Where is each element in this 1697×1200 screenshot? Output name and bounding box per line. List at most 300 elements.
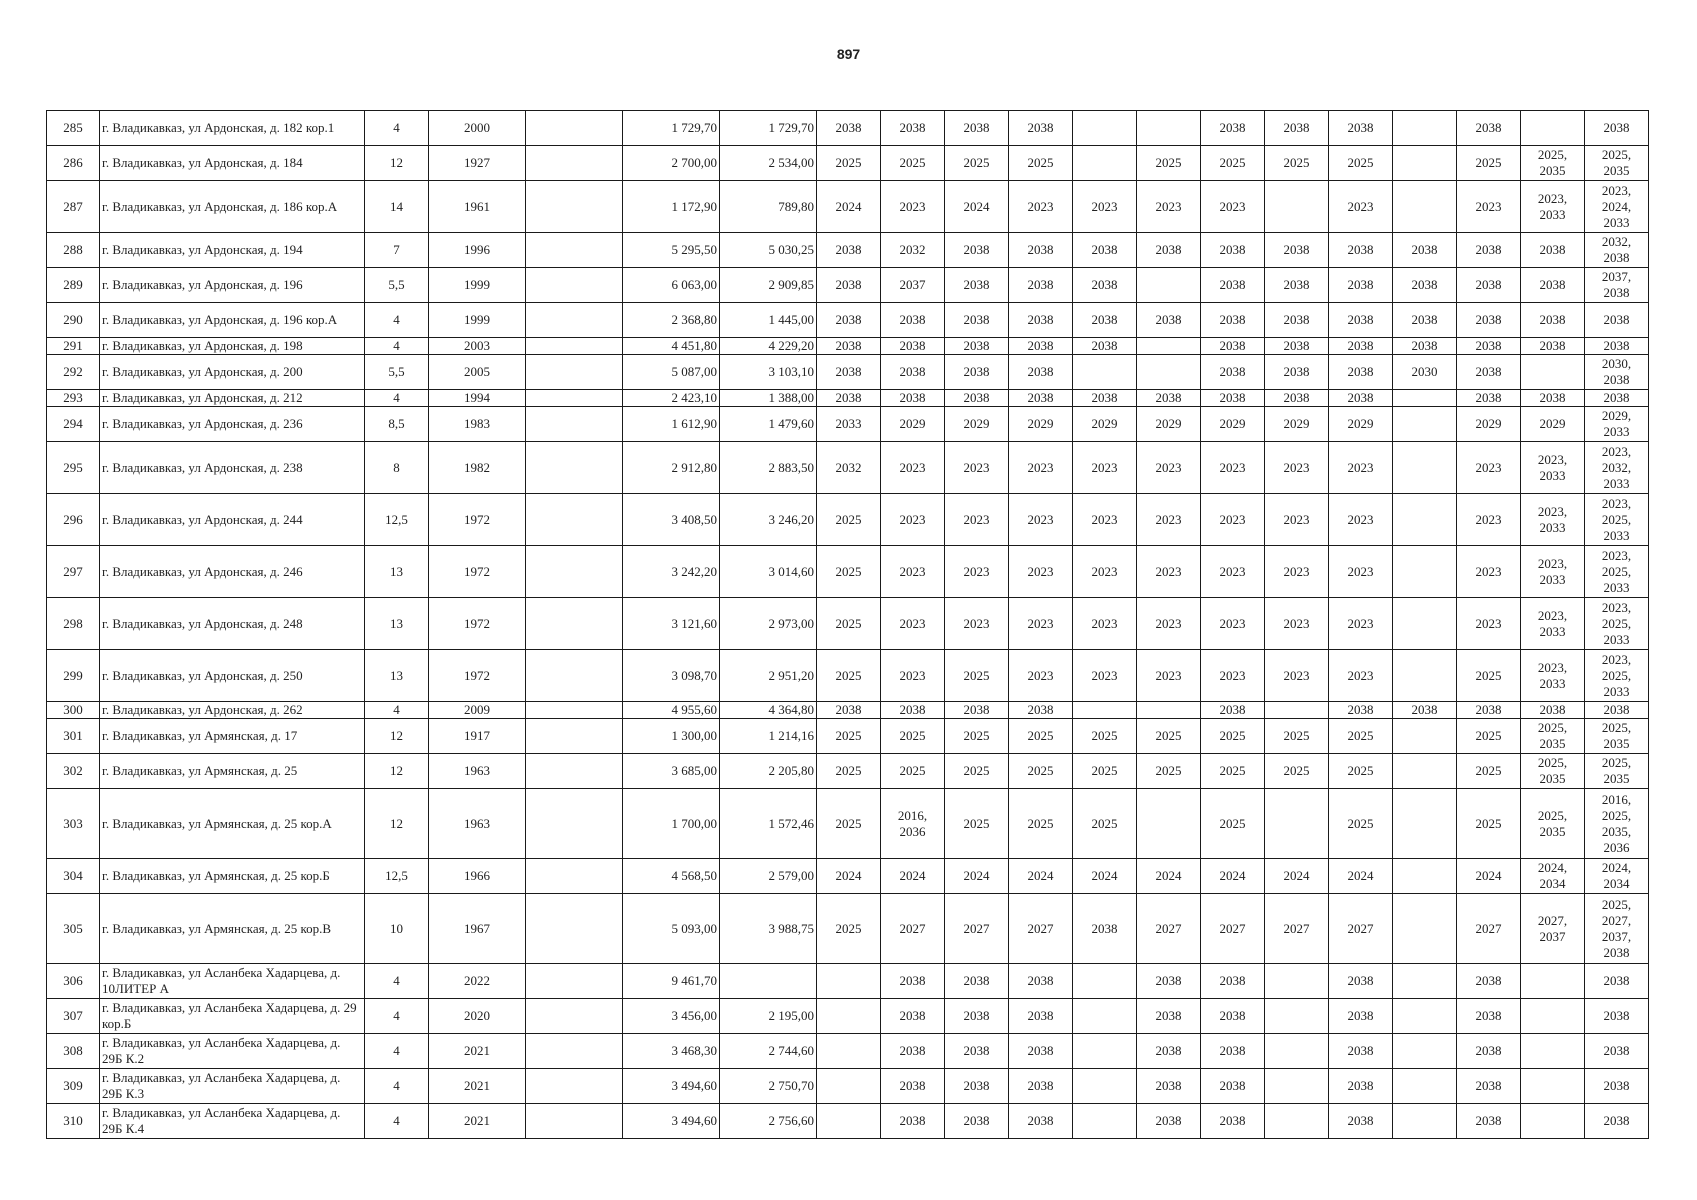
cell-address: г. Владикавказ, ул Ардонская, д. 250 xyxy=(100,650,365,702)
cell-year-c20: 2038 xyxy=(1585,1104,1649,1139)
cell-row-number: 308 xyxy=(47,1034,100,1069)
cell-col-empty xyxy=(526,754,623,789)
cell-living-area: 1 572,46 xyxy=(720,789,817,859)
cell-address: г. Владикавказ, ул Асланбека Хадарцева, д. 10ЛИТЕР А xyxy=(100,964,365,999)
cell-year-c15: 2023 xyxy=(1265,546,1329,598)
cell-row-number: 303 xyxy=(47,789,100,859)
cell-year-c17 xyxy=(1393,494,1457,546)
cell-year-c16: 2025 xyxy=(1329,146,1393,181)
cell-year-c16: 2038 xyxy=(1329,964,1393,999)
cell-year-c20: 2023, 2025, 2033 xyxy=(1585,494,1649,546)
cell-year-c9: 2038 xyxy=(881,999,945,1034)
table-row xyxy=(47,268,1649,303)
cell-year-c10: 2024 xyxy=(945,859,1009,894)
cell-year-c14: 2038 xyxy=(1201,268,1265,303)
table-row xyxy=(47,181,1649,233)
cell-year-c18: 2038 xyxy=(1457,390,1521,407)
cell-year-c20: 2037, 2038 xyxy=(1585,268,1649,303)
cell-row-number: 309 xyxy=(47,1069,100,1104)
cell-floors: 4 xyxy=(365,702,429,719)
cell-row-number: 301 xyxy=(47,719,100,754)
cell-year-c11: 2038 xyxy=(1009,702,1073,719)
cell-floors: 4 xyxy=(365,999,429,1034)
cell-year-c8: 2038 xyxy=(817,702,881,719)
table-row xyxy=(47,894,1649,964)
cell-address: г. Владикавказ, ул Ардонская, д. 238 xyxy=(100,442,365,494)
cell-year-c17 xyxy=(1393,1104,1457,1139)
cell-year-c8: 2038 xyxy=(817,233,881,268)
cell-year-c20: 2023, 2025, 2033 xyxy=(1585,598,1649,650)
cell-address: г. Владикавказ, ул Ардонская, д. 186 кор.А xyxy=(100,181,365,233)
cell-year-c12 xyxy=(1073,1034,1137,1069)
cell-year-c13: 2025 xyxy=(1137,754,1201,789)
cell-year-c16: 2038 xyxy=(1329,702,1393,719)
cell-year-c16: 2038 xyxy=(1329,233,1393,268)
cell-year-c15: 2038 xyxy=(1265,338,1329,355)
cell-year-c20: 2030, 2038 xyxy=(1585,355,1649,390)
cell-year-c19: 2023, 2033 xyxy=(1521,598,1585,650)
cell-floors: 5,5 xyxy=(365,355,429,390)
cell-row-number: 286 xyxy=(47,146,100,181)
cell-year-c13 xyxy=(1137,702,1201,719)
cell-year-c20: 2016, 2025, 2035, 2036 xyxy=(1585,789,1649,859)
cell-year-c11: 2023 xyxy=(1009,442,1073,494)
cell-row-number: 305 xyxy=(47,894,100,964)
table-row xyxy=(47,233,1649,268)
cell-floors: 14 xyxy=(365,181,429,233)
cell-year-c11: 2038 xyxy=(1009,111,1073,146)
cell-year-c18: 2023 xyxy=(1457,494,1521,546)
cell-floors: 12,5 xyxy=(365,859,429,894)
cell-year-built: 2021 xyxy=(429,1069,526,1104)
cell-address: г. Владикавказ, ул Асланбека Хадарцева, д. 29Б К.3 xyxy=(100,1069,365,1104)
cell-year-c13: 2023 xyxy=(1137,494,1201,546)
cell-year-built: 2009 xyxy=(429,702,526,719)
cell-year-c10: 2038 xyxy=(945,1104,1009,1139)
cell-year-c10: 2038 xyxy=(945,233,1009,268)
cell-floors: 4 xyxy=(365,338,429,355)
cell-year-c12: 2038 xyxy=(1073,894,1137,964)
cell-floors: 12 xyxy=(365,719,429,754)
cell-year-c12: 2023 xyxy=(1073,181,1137,233)
cell-year-c11: 2025 xyxy=(1009,754,1073,789)
cell-year-c13: 2038 xyxy=(1137,964,1201,999)
cell-year-c11: 2023 xyxy=(1009,598,1073,650)
cell-year-c19: 2038 xyxy=(1521,233,1585,268)
cell-year-c16: 2025 xyxy=(1329,789,1393,859)
cell-living-area: 2 883,50 xyxy=(720,442,817,494)
cell-floors: 7 xyxy=(365,233,429,268)
cell-address: г. Владикавказ, ул Ардонская, д. 248 xyxy=(100,598,365,650)
cell-year-c13 xyxy=(1137,789,1201,859)
cell-year-c13: 2038 xyxy=(1137,303,1201,338)
cell-address: г. Владикавказ, ул Армянская, д. 25 кор.А xyxy=(100,789,365,859)
cell-total-area: 1 612,90 xyxy=(623,407,720,442)
cell-col-empty xyxy=(526,390,623,407)
cell-year-c13 xyxy=(1137,355,1201,390)
cell-total-area: 3 121,60 xyxy=(623,598,720,650)
table-row xyxy=(47,650,1649,702)
cell-year-c11: 2023 xyxy=(1009,650,1073,702)
cell-year-c13: 2038 xyxy=(1137,233,1201,268)
cell-year-c12: 2023 xyxy=(1073,442,1137,494)
cell-year-c10: 2038 xyxy=(945,390,1009,407)
cell-floors: 4 xyxy=(365,111,429,146)
cell-year-c17 xyxy=(1393,146,1457,181)
cell-year-c20: 2023, 2025, 2033 xyxy=(1585,650,1649,702)
cell-col-empty xyxy=(526,407,623,442)
cell-year-c14: 2025 xyxy=(1201,789,1265,859)
cell-year-c14: 2038 xyxy=(1201,390,1265,407)
cell-year-c11: 2038 xyxy=(1009,999,1073,1034)
cell-year-c13: 2038 xyxy=(1137,1069,1201,1104)
cell-year-c12: 2025 xyxy=(1073,719,1137,754)
cell-year-c19 xyxy=(1521,964,1585,999)
cell-year-c10: 2025 xyxy=(945,146,1009,181)
cell-year-c9: 2023 xyxy=(881,181,945,233)
cell-year-built: 1963 xyxy=(429,789,526,859)
cell-year-c11: 2025 xyxy=(1009,789,1073,859)
table-row xyxy=(47,702,1649,719)
cell-year-c17 xyxy=(1393,859,1457,894)
table-row xyxy=(47,964,1649,999)
cell-year-c8 xyxy=(817,999,881,1034)
cell-col-empty xyxy=(526,494,623,546)
cell-year-c17 xyxy=(1393,964,1457,999)
cell-year-c11: 2025 xyxy=(1009,719,1073,754)
cell-year-c18: 2038 xyxy=(1457,702,1521,719)
cell-year-c20: 2024, 2034 xyxy=(1585,859,1649,894)
cell-year-c12: 2023 xyxy=(1073,598,1137,650)
cell-year-c18: 2038 xyxy=(1457,1034,1521,1069)
cell-year-c10: 2038 xyxy=(945,111,1009,146)
cell-living-area: 2 909,85 xyxy=(720,268,817,303)
cell-year-c12: 2023 xyxy=(1073,494,1137,546)
cell-year-c9: 2029 xyxy=(881,407,945,442)
cell-year-c8: 2038 xyxy=(817,303,881,338)
cell-year-c14: 2038 xyxy=(1201,702,1265,719)
cell-year-c13: 2027 xyxy=(1137,894,1201,964)
cell-year-c17: 2038 xyxy=(1393,303,1457,338)
cell-floors: 4 xyxy=(365,1034,429,1069)
cell-year-c14: 2038 xyxy=(1201,338,1265,355)
cell-year-c8 xyxy=(817,1104,881,1139)
cell-address: г. Владикавказ, ул Армянская, д. 25 кор.Б xyxy=(100,859,365,894)
cell-year-c12 xyxy=(1073,355,1137,390)
cell-year-c14: 2025 xyxy=(1201,146,1265,181)
cell-year-c19: 2025, 2035 xyxy=(1521,754,1585,789)
cell-year-c14: 2024 xyxy=(1201,859,1265,894)
cell-year-c9: 2023 xyxy=(881,598,945,650)
cell-year-built: 1982 xyxy=(429,442,526,494)
cell-year-c14: 2023 xyxy=(1201,546,1265,598)
cell-row-number: 297 xyxy=(47,546,100,598)
cell-year-c17: 2030 xyxy=(1393,355,1457,390)
cell-col-empty xyxy=(526,702,623,719)
table-row xyxy=(47,146,1649,181)
cell-year-c18: 2038 xyxy=(1457,964,1521,999)
cell-year-built: 2022 xyxy=(429,964,526,999)
cell-year-c14: 2038 xyxy=(1201,1034,1265,1069)
table-row xyxy=(47,494,1649,546)
table-row xyxy=(47,1069,1649,1104)
cell-col-empty xyxy=(526,859,623,894)
cell-year-built: 1917 xyxy=(429,719,526,754)
cell-year-c16: 2038 xyxy=(1329,1034,1393,1069)
cell-year-c19: 2038 xyxy=(1521,268,1585,303)
cell-year-c11: 2023 xyxy=(1009,546,1073,598)
cell-total-area: 1 172,90 xyxy=(623,181,720,233)
cell-year-c8 xyxy=(817,1034,881,1069)
cell-year-c15 xyxy=(1265,181,1329,233)
cell-year-c8: 2038 xyxy=(817,268,881,303)
cell-address: г. Владикавказ, ул Асланбека Хадарцева, д. 29 кор.Б xyxy=(100,999,365,1034)
cell-year-c19: 2023, 2033 xyxy=(1521,650,1585,702)
cell-year-c13: 2023 xyxy=(1137,181,1201,233)
table-row xyxy=(47,598,1649,650)
cell-year-c12: 2023 xyxy=(1073,650,1137,702)
cell-year-c9: 2037 xyxy=(881,268,945,303)
cell-year-c11: 2027 xyxy=(1009,894,1073,964)
cell-floors: 13 xyxy=(365,650,429,702)
cell-year-c9: 2023 xyxy=(881,650,945,702)
cell-year-c17 xyxy=(1393,407,1457,442)
cell-row-number: 304 xyxy=(47,859,100,894)
cell-address: г. Владикавказ, ул Ардонская, д. 182 кор.1 xyxy=(100,111,365,146)
cell-year-c13: 2038 xyxy=(1137,1104,1201,1139)
cell-year-c10: 2025 xyxy=(945,754,1009,789)
cell-total-area: 3 456,00 xyxy=(623,999,720,1034)
cell-year-c20: 2032, 2038 xyxy=(1585,233,1649,268)
cell-year-c14: 2027 xyxy=(1201,894,1265,964)
cell-living-area: 2 205,80 xyxy=(720,754,817,789)
cell-year-c16: 2023 xyxy=(1329,650,1393,702)
cell-year-c11: 2029 xyxy=(1009,407,1073,442)
cell-year-c14: 2038 xyxy=(1201,303,1265,338)
cell-year-c20: 2023, 2024, 2033 xyxy=(1585,181,1649,233)
cell-year-c15: 2038 xyxy=(1265,111,1329,146)
cell-year-c12 xyxy=(1073,964,1137,999)
cell-year-c16: 2038 xyxy=(1329,1104,1393,1139)
cell-year-c19: 2038 xyxy=(1521,390,1585,407)
cell-col-empty xyxy=(526,546,623,598)
cell-year-c20: 2038 xyxy=(1585,964,1649,999)
cell-year-c10: 2023 xyxy=(945,598,1009,650)
cell-year-c19: 2025, 2035 xyxy=(1521,719,1585,754)
cell-year-built: 1983 xyxy=(429,407,526,442)
cell-year-c18: 2038 xyxy=(1457,1104,1521,1139)
cell-year-c17 xyxy=(1393,390,1457,407)
cell-year-c15: 2023 xyxy=(1265,494,1329,546)
cell-col-empty xyxy=(526,355,623,390)
cell-col-empty xyxy=(526,146,623,181)
cell-year-c11: 2038 xyxy=(1009,355,1073,390)
cell-year-c12 xyxy=(1073,999,1137,1034)
cell-row-number: 293 xyxy=(47,390,100,407)
cell-year-c20: 2038 xyxy=(1585,303,1649,338)
cell-year-c17: 2038 xyxy=(1393,338,1457,355)
cell-address: г. Владикавказ, ул Ардонская, д. 184 xyxy=(100,146,365,181)
cell-row-number: 307 xyxy=(47,999,100,1034)
cell-year-c8: 2038 xyxy=(817,338,881,355)
cell-floors: 13 xyxy=(365,598,429,650)
table-row xyxy=(47,303,1649,338)
cell-year-c11: 2038 xyxy=(1009,390,1073,407)
cell-total-area: 2 423,10 xyxy=(623,390,720,407)
cell-year-c11: 2023 xyxy=(1009,494,1073,546)
cell-year-c20: 2023, 2025, 2033 xyxy=(1585,546,1649,598)
cell-year-c15: 2038 xyxy=(1265,303,1329,338)
cell-total-area: 4 955,60 xyxy=(623,702,720,719)
cell-living-area: 2 195,00 xyxy=(720,999,817,1034)
cell-row-number: 287 xyxy=(47,181,100,233)
cell-year-c11: 2038 xyxy=(1009,268,1073,303)
cell-year-c9: 2027 xyxy=(881,894,945,964)
cell-col-empty xyxy=(526,1034,623,1069)
cell-year-c9: 2023 xyxy=(881,546,945,598)
cell-col-empty xyxy=(526,233,623,268)
cell-year-c11: 2038 xyxy=(1009,338,1073,355)
cell-year-c13: 2038 xyxy=(1137,999,1201,1034)
cell-year-c13: 2023 xyxy=(1137,598,1201,650)
cell-year-c19: 2023, 2033 xyxy=(1521,442,1585,494)
cell-year-c16: 2038 xyxy=(1329,390,1393,407)
cell-total-area: 3 242,20 xyxy=(623,546,720,598)
cell-year-c12: 2029 xyxy=(1073,407,1137,442)
cell-year-c19 xyxy=(1521,355,1585,390)
cell-year-c12: 2038 xyxy=(1073,390,1137,407)
cell-year-c10: 2038 xyxy=(945,268,1009,303)
cell-living-area: 3 014,60 xyxy=(720,546,817,598)
cell-year-c9: 2025 xyxy=(881,719,945,754)
cell-year-c9: 2016, 2036 xyxy=(881,789,945,859)
cell-year-c14: 2038 xyxy=(1201,111,1265,146)
cell-year-c19: 2025, 2035 xyxy=(1521,789,1585,859)
cell-year-c14: 2038 xyxy=(1201,355,1265,390)
cell-floors: 10 xyxy=(365,894,429,964)
cell-year-c17 xyxy=(1393,598,1457,650)
cell-year-c13: 2029 xyxy=(1137,407,1201,442)
table-row xyxy=(47,1104,1649,1139)
cell-floors: 4 xyxy=(365,1104,429,1139)
cell-year-c16: 2023 xyxy=(1329,442,1393,494)
cell-year-c17: 2038 xyxy=(1393,702,1457,719)
cell-year-c14: 2023 xyxy=(1201,181,1265,233)
cell-floors: 4 xyxy=(365,964,429,999)
cell-year-built: 2020 xyxy=(429,999,526,1034)
cell-year-c18: 2025 xyxy=(1457,719,1521,754)
cell-total-area: 1 729,70 xyxy=(623,111,720,146)
cell-year-built: 1961 xyxy=(429,181,526,233)
cell-year-built: 1996 xyxy=(429,233,526,268)
cell-living-area: 2 579,00 xyxy=(720,859,817,894)
cell-total-area: 3 408,50 xyxy=(623,494,720,546)
cell-year-c10: 2038 xyxy=(945,355,1009,390)
cell-year-c9: 2032 xyxy=(881,233,945,268)
cell-year-c14: 2025 xyxy=(1201,719,1265,754)
cell-row-number: 289 xyxy=(47,268,100,303)
cell-year-c19: 2038 xyxy=(1521,303,1585,338)
cell-row-number: 306 xyxy=(47,964,100,999)
cell-year-c20: 2025, 2035 xyxy=(1585,719,1649,754)
cell-year-c19 xyxy=(1521,1069,1585,1104)
cell-year-built: 2003 xyxy=(429,338,526,355)
cell-living-area: 3 988,75 xyxy=(720,894,817,964)
cell-year-c11: 2024 xyxy=(1009,859,1073,894)
cell-year-c10: 2023 xyxy=(945,494,1009,546)
cell-total-area: 2 700,00 xyxy=(623,146,720,181)
cell-year-c19: 2023, 2033 xyxy=(1521,181,1585,233)
cell-year-c9: 2038 xyxy=(881,964,945,999)
cell-living-area: 1 729,70 xyxy=(720,111,817,146)
cell-total-area: 3 494,60 xyxy=(623,1069,720,1104)
cell-year-c16: 2029 xyxy=(1329,407,1393,442)
cell-year-c15: 2038 xyxy=(1265,233,1329,268)
cell-year-c11: 2038 xyxy=(1009,1104,1073,1139)
cell-living-area: 3 246,20 xyxy=(720,494,817,546)
cell-row-number: 285 xyxy=(47,111,100,146)
cell-year-c15: 2029 xyxy=(1265,407,1329,442)
cell-year-c16: 2023 xyxy=(1329,494,1393,546)
cell-year-c20: 2025, 2035 xyxy=(1585,146,1649,181)
cell-living-area: 2 756,60 xyxy=(720,1104,817,1139)
cell-year-c12: 2023 xyxy=(1073,546,1137,598)
cell-year-c16: 2025 xyxy=(1329,719,1393,754)
cell-living-area: 1 388,00 xyxy=(720,390,817,407)
cell-year-c12 xyxy=(1073,111,1137,146)
cell-total-area: 2 912,80 xyxy=(623,442,720,494)
cell-year-c13: 2025 xyxy=(1137,719,1201,754)
cell-year-built: 2005 xyxy=(429,355,526,390)
cell-year-c17 xyxy=(1393,1034,1457,1069)
cell-year-c8 xyxy=(817,964,881,999)
cell-year-c10: 2025 xyxy=(945,719,1009,754)
cell-floors: 12 xyxy=(365,754,429,789)
cell-year-c18: 2023 xyxy=(1457,442,1521,494)
cell-address: г. Владикавказ, ул Ардонская, д. 244 xyxy=(100,494,365,546)
cell-year-c20: 2038 xyxy=(1585,338,1649,355)
cell-year-c20: 2038 xyxy=(1585,111,1649,146)
cell-year-c9: 2023 xyxy=(881,442,945,494)
cell-year-c10: 2038 xyxy=(945,999,1009,1034)
cell-year-c19: 2027, 2037 xyxy=(1521,894,1585,964)
cell-year-c11: 2038 xyxy=(1009,964,1073,999)
cell-year-c20: 2025, 2027, 2037, 2038 xyxy=(1585,894,1649,964)
cell-year-c9: 2025 xyxy=(881,146,945,181)
cell-year-c15: 2025 xyxy=(1265,754,1329,789)
cell-living-area: 2 973,00 xyxy=(720,598,817,650)
cell-year-built: 2021 xyxy=(429,1034,526,1069)
cell-year-c12 xyxy=(1073,1104,1137,1139)
cell-col-empty xyxy=(526,1069,623,1104)
cell-year-c10: 2038 xyxy=(945,702,1009,719)
cell-year-c16: 2038 xyxy=(1329,303,1393,338)
cell-address: г. Владикавказ, ул Армянская, д. 17 xyxy=(100,719,365,754)
cell-year-c19: 2029 xyxy=(1521,407,1585,442)
cell-year-c10: 2024 xyxy=(945,181,1009,233)
cell-year-built: 1972 xyxy=(429,494,526,546)
cell-year-c14: 2038 xyxy=(1201,1104,1265,1139)
cell-year-c13: 2025 xyxy=(1137,146,1201,181)
cell-year-c17: 2038 xyxy=(1393,233,1457,268)
cell-year-c17 xyxy=(1393,650,1457,702)
cell-total-area: 3 494,60 xyxy=(623,1104,720,1139)
cell-col-empty xyxy=(526,268,623,303)
cell-address: г. Владикавказ, ул Ардонская, д. 262 xyxy=(100,702,365,719)
cell-year-c16: 2023 xyxy=(1329,546,1393,598)
cell-year-c11: 2038 xyxy=(1009,1069,1073,1104)
cell-year-c15 xyxy=(1265,702,1329,719)
